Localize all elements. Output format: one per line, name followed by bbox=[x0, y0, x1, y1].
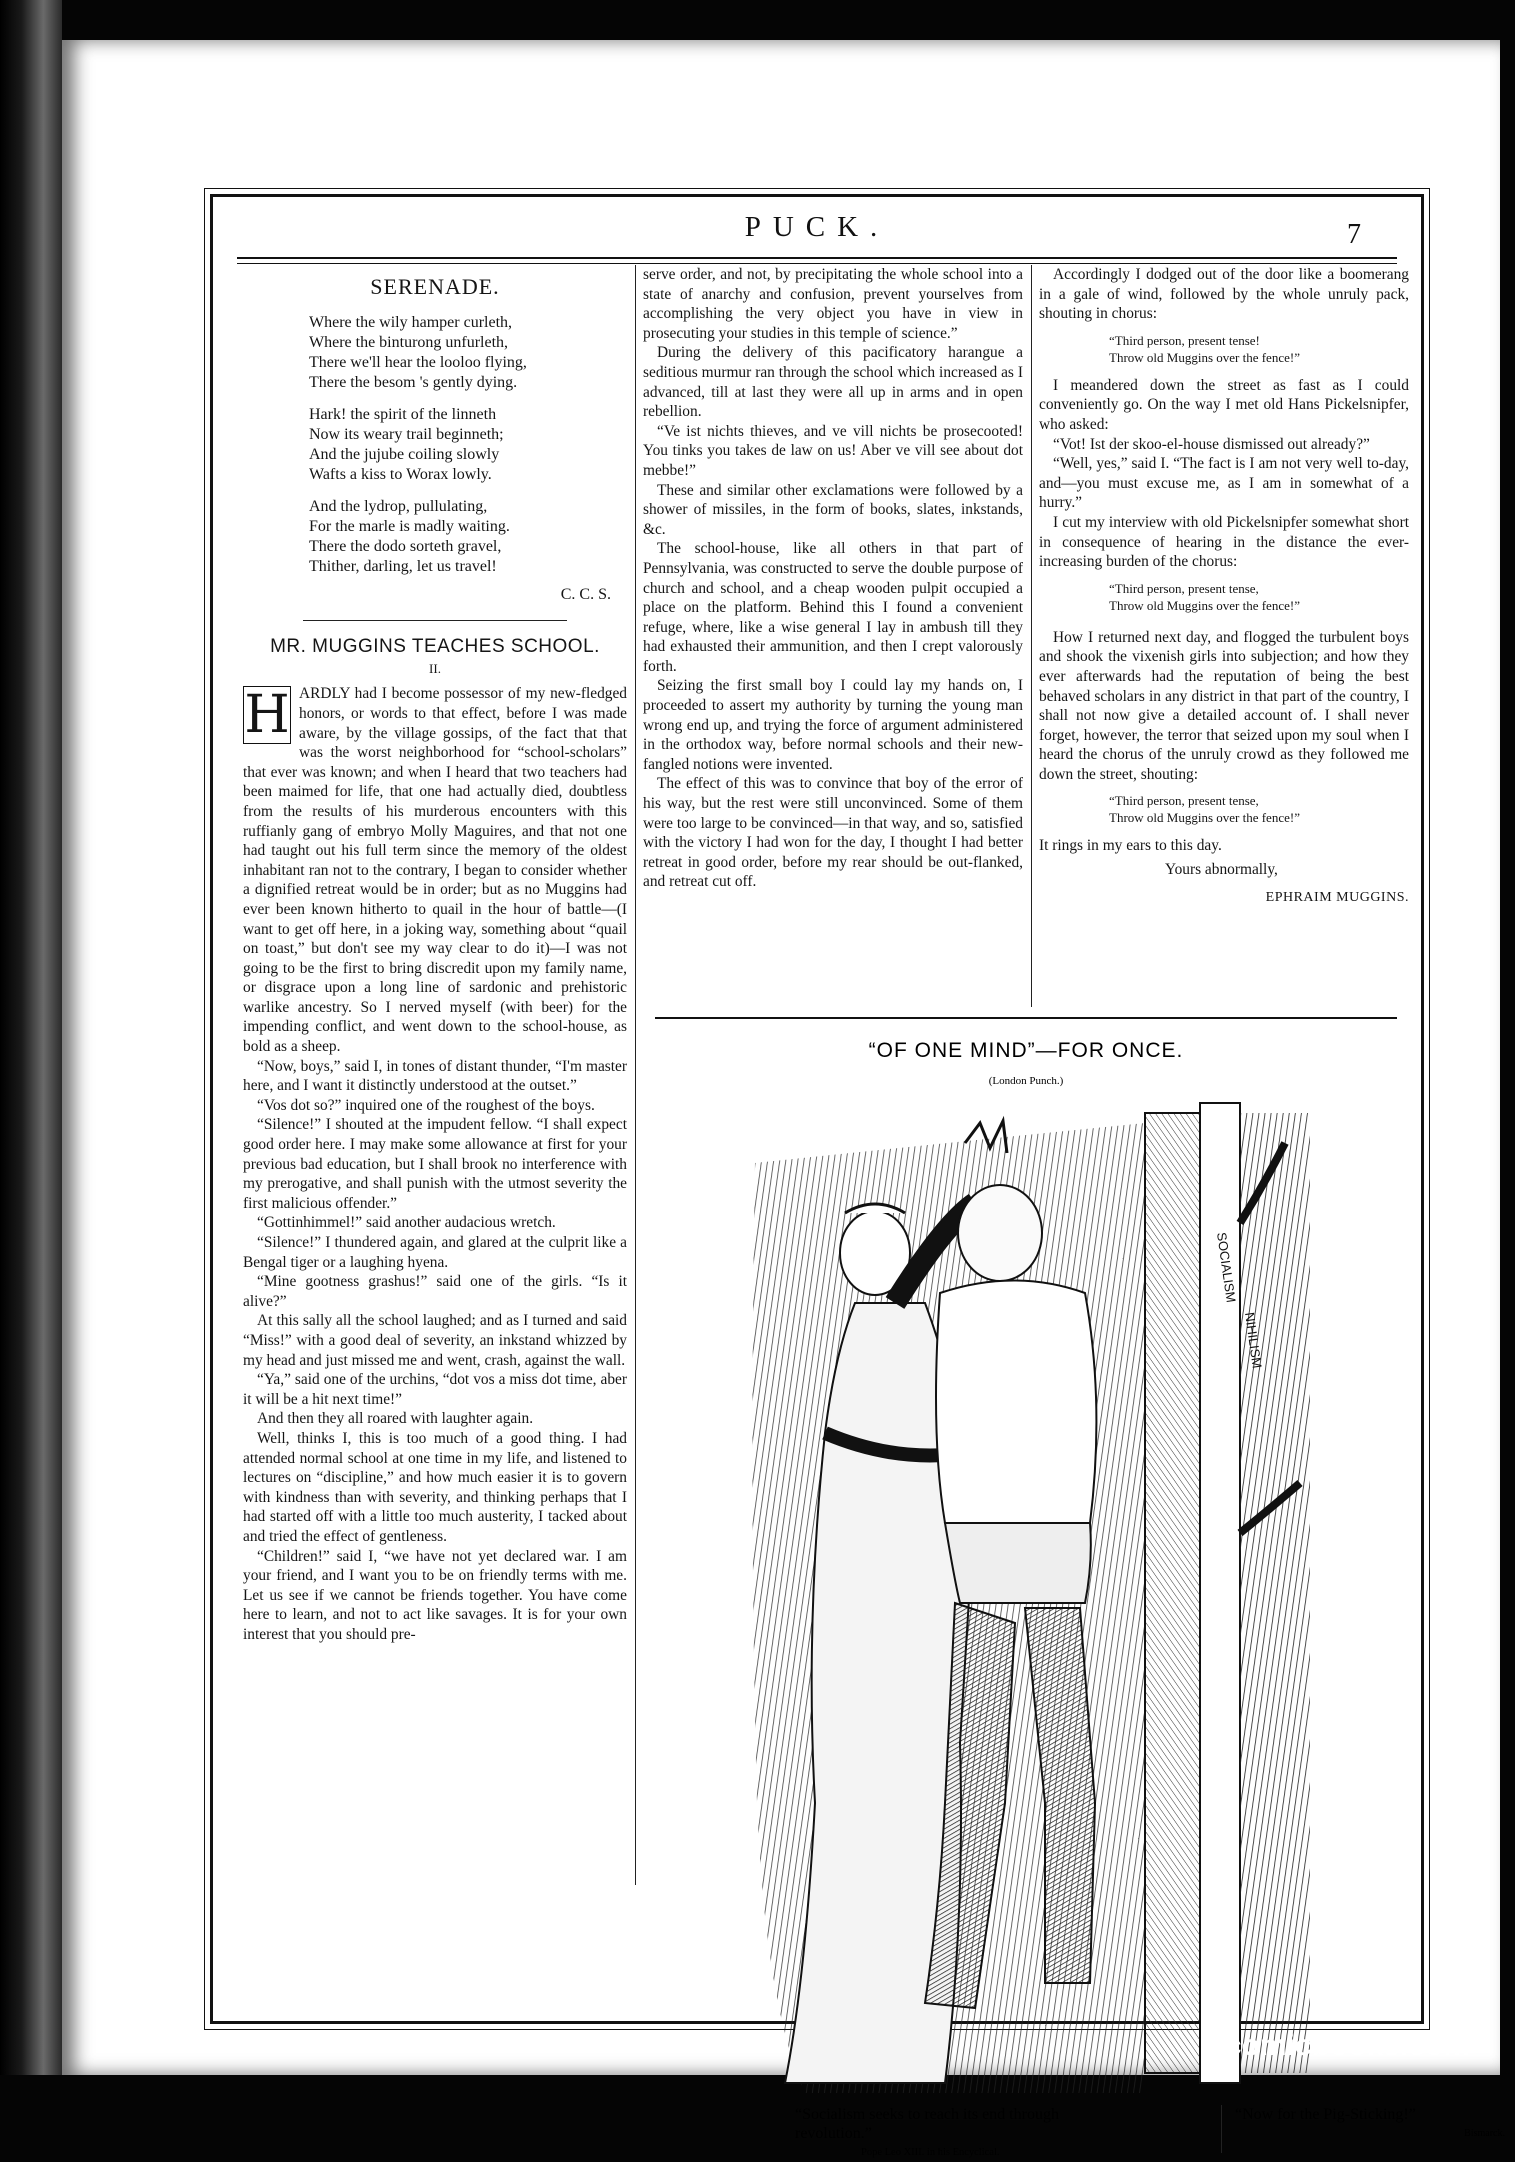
story-paragraph: Well, thinks I, this is too much of a good thing. I had attended normal school at one time in my life, and listened to lectures on “discipline,” and how much easier it is to govern with kindness than with severity, and thinking perhaps that I had started off with a little too much austerity, I tacked about and tried the effect of gentleness. bbox=[243, 1429, 627, 1545]
story-paragraph: “Silence!” I shouted at the impudent fellow. “I shall expect good order here. I may make some allowance at first for your previous bad education, but I shall brook no interference with my prerogative, and shall punish with the utmost severity the first malicious offender.” bbox=[243, 1116, 627, 1212]
poem-line: There we'll hear the looloo flying, bbox=[309, 353, 527, 371]
masthead-title: PUCK. bbox=[744, 211, 890, 243]
book-spine bbox=[0, 0, 62, 2075]
story-paragraph: “Vos dot so?” inquired one of the roughest of the boys. bbox=[257, 1096, 595, 1114]
chorus-line: “Third person, present tense! bbox=[1109, 332, 1260, 348]
story-title: MR. MUGGINS TEACHES SCHOOL. bbox=[270, 636, 600, 658]
story-paragraph: And then they all roared with laughter again. bbox=[257, 1410, 534, 1428]
poem-line: Wafts a kiss to Worax lowly. bbox=[309, 465, 492, 483]
poem-line: Thither, darling, let us travel! bbox=[309, 557, 497, 575]
story-paragraph: I cut my interview with old Pickelsnipfer somewhat short in consequence of hearing in the distance the ever-increasing burden of the chorus: bbox=[1039, 513, 1409, 571]
story-paragraph: “Ya,” said one of the urchins, “dot vos a miss dot time, aber it will be a hit next time!” bbox=[243, 1371, 627, 1408]
poem-stanza bbox=[243, 497, 627, 577]
story-paragraph: “Ve ist nichts thieves, and ve vill nichts be prosecooted! You tinks you takes de law on us! Aber ve vill see about dot mebbe!” bbox=[643, 422, 1023, 479]
chorus-line: “Third person, present tense, bbox=[1109, 580, 1259, 596]
story-paragraph: “Gottinhimmel!” said another audacious wretch. bbox=[257, 1214, 556, 1232]
poem-line: For the marle is madly waiting. bbox=[309, 517, 510, 535]
chorus-line: Throw old Muggins over the fence!” bbox=[1109, 349, 1300, 365]
poem-stanza bbox=[243, 313, 627, 393]
caption-quote-bismarck: “Now for the Pig-Sticking!” bbox=[1235, 2106, 1416, 2123]
poem-line: There the dodo sorteth gravel, bbox=[309, 537, 502, 555]
poem-stanza bbox=[243, 405, 627, 485]
cartoon-doorway bbox=[1240, 1113, 1310, 2073]
magazine-page bbox=[62, 40, 1505, 2158]
cartoon-rule bbox=[655, 1017, 1397, 1019]
chorus-verse bbox=[1109, 792, 1409, 826]
caption-divider bbox=[1221, 2105, 1222, 2153]
cartoon-bismarck-head bbox=[958, 1185, 1042, 1281]
door-label: SOCIALISM bbox=[1214, 1231, 1239, 1304]
site-watermark: comicbooks.com bbox=[1224, 2029, 1470, 2062]
chorus-line: Throw old Muggins over the fence!” bbox=[1109, 597, 1300, 613]
story-paragraph: At this sally all the school laughed; and as I turned and said “Miss!” with a good deal of severity, an inkstand whizzed by my head and just missed me and went, crash, against the wall. bbox=[243, 1312, 627, 1369]
poem-signature: C. C. S. bbox=[560, 585, 611, 603]
caption-attribution-bismarck: Bismarck. bbox=[1464, 2128, 1505, 2139]
story-paragraph: “Mine gootness grashus!” said one of the girls. “Is it alive?” bbox=[243, 1273, 627, 1310]
story-paragraph: The school-house, like all others in that part of Pennsylvania, was constructed to serve the double purpose of church and school, and a cheap wooden pulpit occupied a place on the platform. Behind this I found a convenient refuge, where, like a wise general I lay in ambush till they had exhausted their ammunition, and then I crept valorously forth. bbox=[643, 540, 1023, 675]
story-closing-line: It rings in my ears to this day. bbox=[1039, 837, 1222, 855]
door-label: NIHILISM bbox=[1242, 1311, 1265, 1370]
poem-line: Now its weary trail beginneth; bbox=[309, 425, 504, 443]
cartoon-bismarck-skirt bbox=[945, 1523, 1091, 1603]
cartoon-title: “OF ONE MIND”—FOR ONCE. bbox=[868, 1039, 1184, 1062]
story-paragraph: Accordingly I dodged out of the door like a boomerang in a gale of wind, followed by the whole unruly pack, shouting in chorus: bbox=[1039, 266, 1409, 323]
poem-line: Where the wily hamper curleth, bbox=[309, 313, 513, 331]
chorus-verse bbox=[1109, 332, 1409, 366]
poem-line: Where the binturong unfurleth, bbox=[309, 333, 509, 351]
page-number: 7 bbox=[1347, 219, 1361, 250]
caption-attribution-pope: Pope Leo XIII. in his Encyclical. bbox=[861, 2147, 1000, 2158]
drop-cap-letter: H bbox=[244, 685, 290, 746]
column-3 bbox=[1039, 265, 1409, 907]
cartoon-illustration bbox=[745, 1103, 1331, 2103]
story-paragraph: ARDLY had I become possessor of my new-fledged honors, or words to that effect, before I was made aware, by the village gossips, of the fact that that was the worst neighborhood for “school-scholars” that ever was known; and when I heard that two teachers had been maimed for life, that one had actually died, doubtless from the results of his murderous encounters with this ruffianly gang of embryo Molly Maguires, and that not one had taught out his full term since the memory of the oldest inhabitant ran not to the contrary, I began to consider whether a dignified retreat would be in order; but as no Muggins had ever been known hitherto to quail in the hour of battle—(I want to get off here, in a joking way, something about “quail on toast,” but don't see my way clear to do it)—I was not going to be the first to bring discredit upon my family name, or disgrace upon a long line of sardonic and prehistoric warlike ancestry. So I nerved myself (with beer) for the impending conflict, and went down to the school-house, as bold as a sheep. bbox=[243, 685, 627, 1056]
story-paragraph: “Now, boys,” said I, in tones of distant thunder, “I'm master here, and I want it distinctly understood at the outset.” bbox=[243, 1057, 627, 1095]
poem-title: SERENADE. bbox=[370, 274, 500, 299]
story-paragraph: During the delivery of this pacificatory harangue a seditious murmur ran through the school which increased as I advanced, till at last they were all up in arms and in open rebellion. bbox=[643, 344, 1023, 421]
cartoon-caption-left bbox=[795, 2105, 1135, 2162]
caption-quote-pope: “Socialism seeks to reach its end through revolution.” bbox=[795, 2106, 1059, 2142]
column-2 bbox=[643, 265, 1023, 892]
cartoon-door bbox=[1145, 1113, 1200, 2073]
story-paragraph: “Well, yes,” said I. “The fact is I am not very well to-day, and—you must excuse me, as I am in somewhat of a hurry.” bbox=[1039, 455, 1409, 512]
poem-line: There the besom 's gently dying. bbox=[309, 373, 518, 391]
cartoon-caption-right bbox=[1235, 2105, 1515, 2143]
section-divider bbox=[303, 620, 567, 621]
masthead-rule bbox=[237, 257, 1397, 264]
story-paragraph: How I returned next day, and flogged the turbulent boys and shook the vixenish girls into subjection; and how they ever afterwards had the reputation of being the best behaved scholars in any district in that part of the country, I shall not now give a detailed account of. I shall never forget, however, the terror that seized upon my soul when I heard the chorus of the unruly crowd as they followed me down the street, shouting: bbox=[1039, 628, 1409, 783]
story-paragraph: These and similar other exclamations were followed by a shower of missiles, in the form of books, slates, inkstands, &c. bbox=[643, 481, 1023, 538]
cartoon-source: (London Punch.) bbox=[988, 1075, 1064, 1087]
poem-line: And the jujube coiling slowly bbox=[309, 445, 500, 463]
story-paragraph: “Vot! Ist der skoo-el-house dismissed out already?” bbox=[1053, 435, 1370, 453]
cartoon-bismarck-coat bbox=[936, 1281, 1096, 1524]
chorus-line: Throw old Muggins over the fence!” bbox=[1109, 810, 1300, 826]
story-paragraph: serve order, and not, by precipitating the whole school into a state of anarchy and confusion, prevent yourselves from accomplishing the very object you have in view in prosecuting your studies in this temple of science.” bbox=[643, 266, 1023, 342]
story-paragraph: Seizing the first small boy I could lay my hands on, I proceeded to assert my authority by turning the young man wrong end up, and trying the force of argument administered in the orthodox way, before normal schools and their new-fangled notions were invented. bbox=[643, 677, 1023, 773]
poem-line: Hark! the spirit of the linneth bbox=[309, 405, 497, 423]
story-paragraph: “Silence!” I thundered again, and glared at the culprit like a Bengal tiger or a laughing hyena. bbox=[243, 1234, 627, 1271]
story-paragraph: I meandered down the street as fast as I could conveniently go. On the way I met old Hans Pickelsnipfer, who asked: bbox=[1039, 376, 1409, 433]
chorus-verse bbox=[1109, 580, 1409, 614]
chorus-line: “Third person, present tense, bbox=[1109, 793, 1259, 809]
column-1 bbox=[243, 265, 627, 1644]
column-rule bbox=[1031, 265, 1032, 1007]
story-part-number: II. bbox=[429, 660, 441, 676]
poem-line: And the lydrop, pullulating, bbox=[309, 497, 488, 515]
story-author: EPHRAIM MUGGINS. bbox=[1265, 889, 1409, 905]
story-valediction: Yours abnormally, bbox=[1165, 861, 1278, 879]
story-paragraph: “Children!” said I, “we have not yet declared war. I am your friend, and I want you to be on friendly terms with me. Let us see if we cannot be friends together. You have come here to learn, and not to act like savages. It is for your own interest that you should pre- bbox=[243, 1547, 627, 1643]
column-rule bbox=[635, 265, 636, 1885]
story-paragraph: The effect of this was to convince that boy of the error of his way, but the rest were still unconvinced. Some of them were too large to be convinced—in that way, and so, satisfied with the victory I had won for the day, I thought I had better retreat in good order, before my rear should be out-flanked, and retreat cut off. bbox=[643, 775, 1023, 891]
